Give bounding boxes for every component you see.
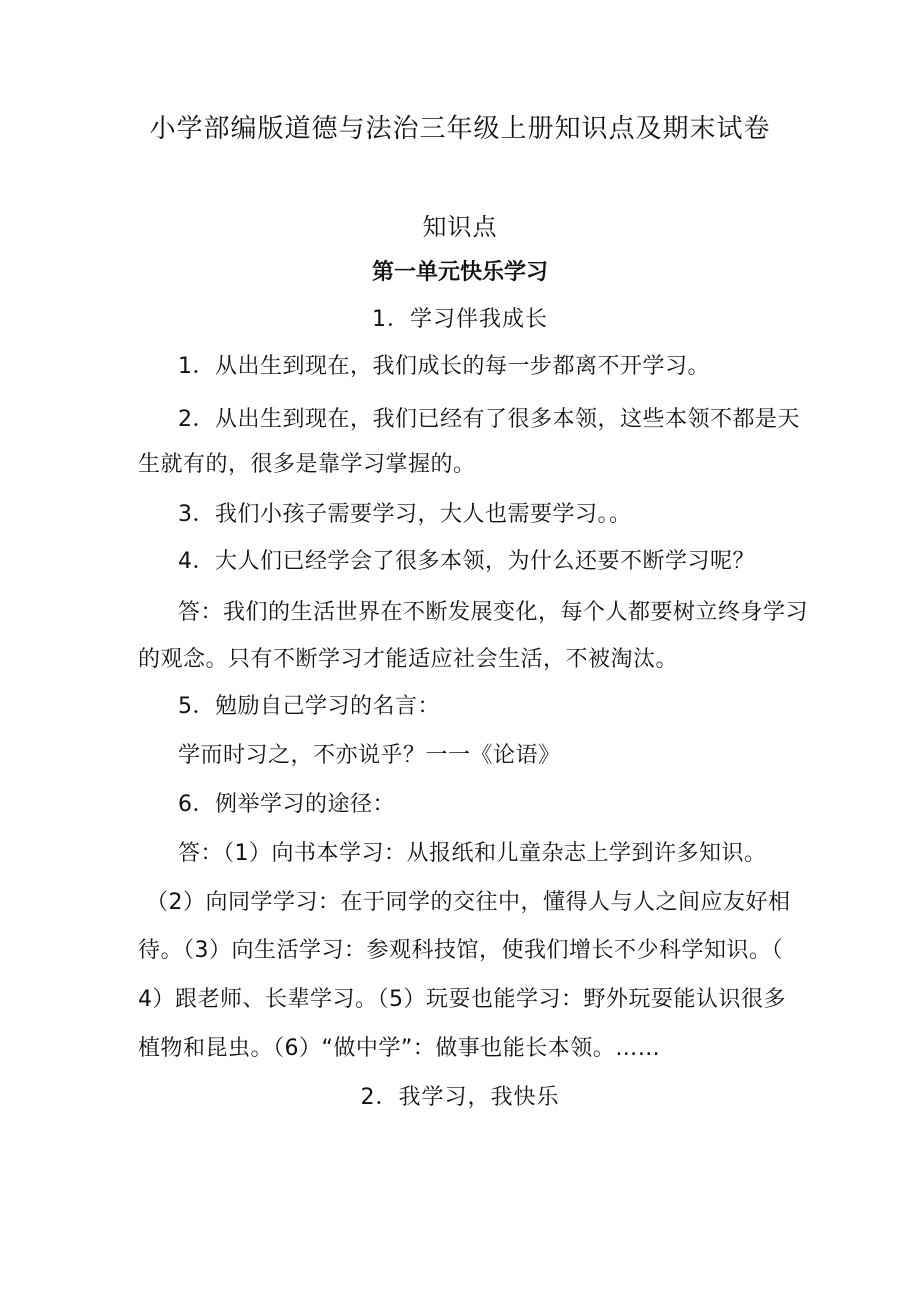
paragraph-line: 生就有的，很多是靠学习掌握的。 <box>138 452 476 477</box>
section-heading: 知识点 <box>422 213 498 241</box>
paragraph-line: 6．例举学习的途径： <box>178 792 395 817</box>
paragraph-line: 待。（3）向生活学习：参观科技馆，使我们增长不少科学知识。（ <box>138 938 783 963</box>
document-title: 小学部编版道德与法治三年级上册知识点及期末试卷 <box>149 114 771 144</box>
paragraph-line: 的观念。只有不断学习才能适应社会生活，不被淘汰。 <box>138 647 679 672</box>
lesson-title-1: 1．学习伴我成长 <box>372 307 548 332</box>
paragraph-line: 4．大人们已经学会了很多本领，为什么还要不断学习呢？ <box>178 549 755 574</box>
lesson-title-2: 2．我学习，我快乐 <box>360 1085 560 1110</box>
paragraph-line: 2．从出生到现在，我们已经有了很多本领，这些本领不都是天 <box>178 407 800 432</box>
paragraph-line: 学而时习之，不亦说乎？一一《论语》 <box>178 743 561 768</box>
paragraph-line: 植物和昆虫。（6）“做中学”：做事也能长本领。…… <box>138 1036 661 1061</box>
unit-title: 第一单元快乐学习 <box>371 260 548 285</box>
paragraph-line: 1．从出生到现在，我们成长的每一步都离不开学习。 <box>178 354 710 379</box>
paragraph-line: 5．勉励自己学习的名言： <box>178 694 440 719</box>
paragraph-line: （2）向同学学习：在于同学的交往中，懂得人与人之间应友好相 <box>146 890 791 915</box>
paragraph-line: 答：我们的生活世界在不断发展变化，每个人都要树立终身学习 <box>178 600 809 625</box>
paragraph-line: 4）跟老师、长辈学习。（5）玩耍也能学习：野外玩耍能认识很多 <box>138 987 786 1012</box>
paragraph-line: 3．我们小孩子需要学习，大人也需要学习。。 <box>178 502 632 527</box>
paragraph-line: 答：（1）向书本学习：从报纸和儿童杂志上学到许多知识。 <box>178 841 767 866</box>
